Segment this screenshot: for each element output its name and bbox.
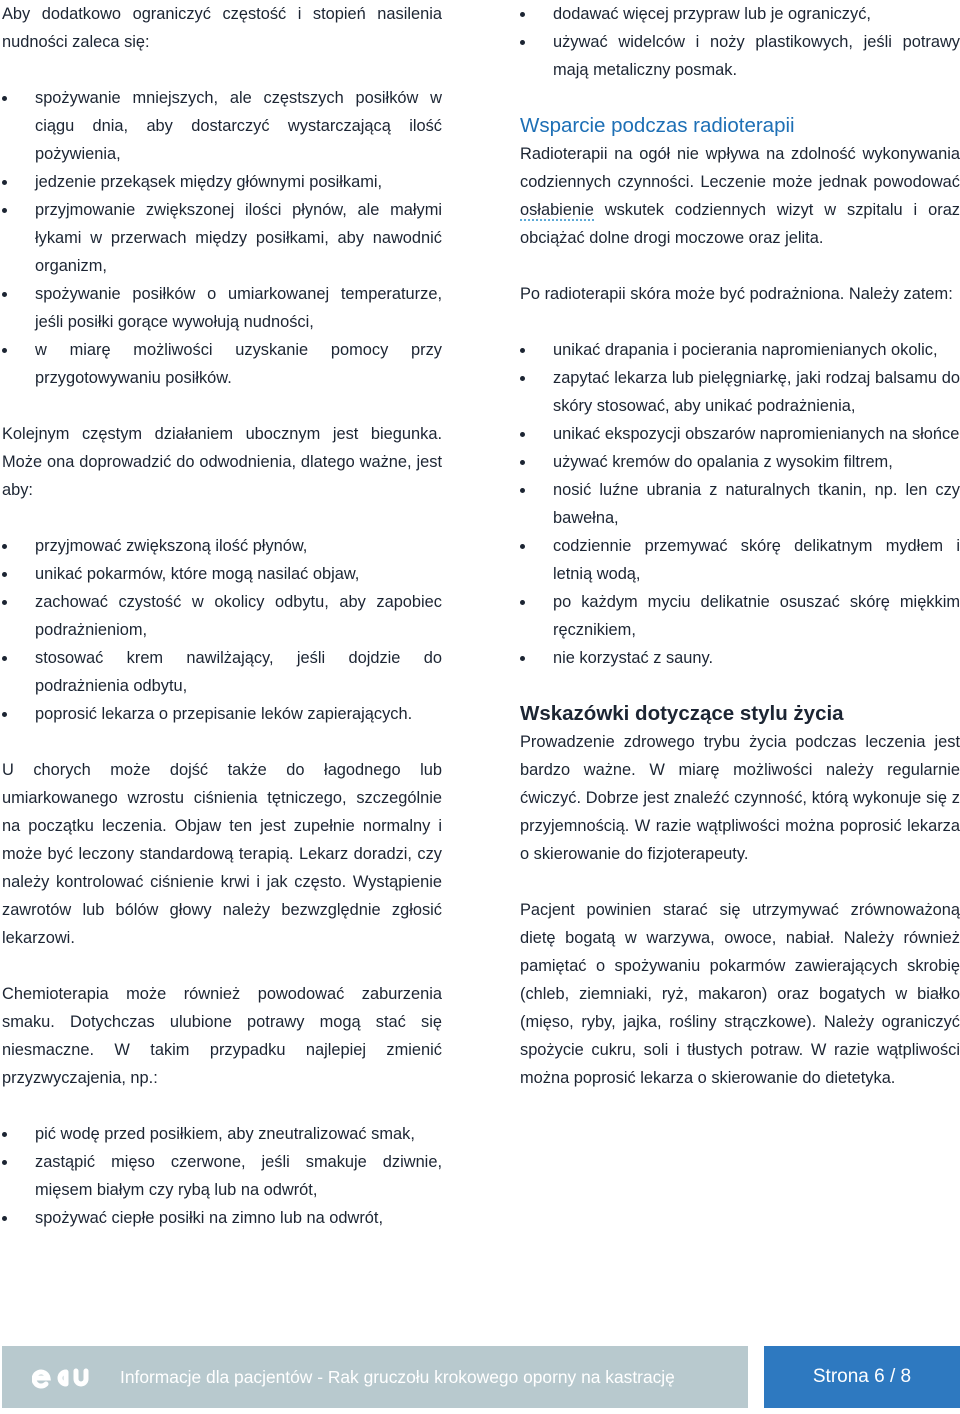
eau-logo-icon — [32, 1360, 92, 1394]
diarrhea-intro: Kolejnym częstym działaniem ubocznym jest biegunka. Może ona doprowadzić do odwodnienia, dlatego ważne, jest aby: — [2, 425, 442, 499]
footer-bar — [2, 1346, 748, 1408]
list-item: zachować czystość w okolicy odbytu, aby zapobiec podrażnieniom, — [2, 588, 442, 644]
nausea-tips-list — [2, 84, 442, 392]
list-item: spożywanie mniejszych, ale częstszych posiłków w ciągu dnia, aby dostarczyć wystarczającą ilość pożywienia, — [2, 84, 442, 168]
list-item: przyjmować zwiększoną ilość płynów, — [2, 532, 442, 560]
list-item: unikać pokarmów, które mogą nasilać objaw, — [2, 560, 442, 588]
page-number: Strona 6 / 8 — [764, 1346, 960, 1408]
left-column — [2, 0, 442, 1232]
diet-paragraph: Pacjent powinien starać się utrzymywać zrównoważoną dietę bogatą w warzywa, owoce, nabiał. Należy również pamiętać o spożywaniu pokarmów zawierających skrobię (chleb, ziemniaki, ryż, makaron) oraz bogatych w białko (mięso, ryby, jajka, rośliny strączkowe). Należy ograniczyć spożycie cukru, soli i tłustych potraw. W razie wątpliwości można poprosić lekarza o skierowanie do dietetyka. — [520, 901, 960, 1087]
list-item: spożywać ciepłe posiłki na zimno lub na odwrót, — [2, 1204, 442, 1232]
list-item: unikać drapania i pocierania napromienianych okolic, — [520, 336, 960, 364]
glossary-term-link[interactable]: osłabienie — [520, 201, 594, 219]
list-item: stosować krem nawilżający, jeśli dojdzie do podrażnienia odbytu, — [2, 644, 442, 700]
list-item: zapytać lekarza lub pielęgniarkę, jaki rodzaj balsamu do skóry stosować, aby unikać podrażnienia, — [520, 364, 960, 420]
list-item: spożywanie posiłków o umiarkowanej temperaturze, jeśli posiłki gorące wywołują nudności, — [2, 280, 442, 336]
radiotherapy-paragraph — [520, 140, 960, 252]
diarrhea-tips-list — [2, 532, 442, 728]
radiotherapy-heading: Wsparcie podczas radioterapii — [520, 114, 795, 137]
list-item: w miarę możliwości uzyskanie pomocy przy przygotowywaniu posiłków. — [2, 336, 442, 392]
list-item: używać widelców i noży plastikowych, jeśli potrawy mają metaliczny posmak. — [520, 28, 960, 84]
blood-pressure-paragraph: U chorych może dojść także do łagodnego lub umiarkowanego wzrostu ciśnienia tętniczego, szczególnie na początku leczenia. Objaw ten jest zupełnie normalny i może być leczony standardową terapią. Lekarz doradzi, czy należy kontrolować ciśnienie krwi i jak często. Wystąpienie zawrotów lub bólów głowy należy bezwzględnie zgłosić lekarzowi. — [2, 761, 442, 947]
list-item: poprosić lekarza o przepisanie leków zapierających. — [2, 700, 442, 728]
list-item: unikać ekspozycji obszarów napromienianych na słońce — [520, 420, 960, 448]
list-item: przyjmowanie zwiększonej ilości płynów, ale małymi łykami w przerwach między posiłkami, aby nawodnić organizm, — [2, 196, 442, 280]
list-item: używać kremów do opalania z wysokim filtrem, — [520, 448, 960, 476]
page-footer — [0, 1346, 960, 1408]
skin-care-list — [520, 336, 960, 672]
list-item: po każdym myciu delikatnie osuszać skórę miękkim ręcznikiem, — [520, 588, 960, 644]
lifestyle-paragraph: Prowadzenie zdrowego trybu życia podczas leczenia jest bardzo ważne. W miarę możliwości należy regularnie ćwiczyć. Dobrze jest znaleźć czynność, którą wykonuje się z przyjemnością. W razie wątpliwości można poprosić lekarza o skierowanie do fizjoterapeuty. — [520, 733, 960, 863]
list-item: nie korzystać z sauny. — [520, 644, 960, 672]
list-item: dodawać więcej przypraw lub je ograniczyć, — [520, 0, 960, 28]
list-item: pić wodę przed posiłkiem, aby zneutralizować smak, — [2, 1120, 442, 1148]
footer-title: Informacje dla pacjentów - Rak gruczołu krokowego oporny na kastrację — [120, 1367, 675, 1387]
skin-intro: Po radioterapii skóra może być podrażniona. Należy zatem: — [520, 285, 953, 303]
nausea-intro: Aby dodatkowo ograniczyć częstość i stopień nasilenia nudności zaleca się: — [2, 5, 442, 51]
taste-tips-list-continued — [520, 0, 960, 84]
list-item: jedzenie przekąsek między głównymi posiłkami, — [2, 168, 442, 196]
radiotherapy-text-start: Radioterapii na ogół nie wpływa na zdolność wykonywania codziennych czynności. Leczenie może jednak powodować — [520, 145, 960, 191]
radiotherapy-text-end: wskutek codziennych wizyt w szpitalu i oraz obciążać dolne drogi moczowe oraz jelita. — [520, 201, 960, 247]
taste-paragraph: Chemioterapia może również powodować zaburzenia smaku. Dotychczas ulubione potrawy mogą stać się niesmaczne. W takim przypadku najlepiej zmienić przyzwyczajenia, np.: — [2, 985, 442, 1087]
list-item: codziennie przemywać skórę delikatnym mydłem i letnią wodą, — [520, 532, 960, 588]
taste-tips-list — [2, 1120, 442, 1232]
list-item: nosić luźne ubrania z naturalnych tkanin, np. len czy bawełna, — [520, 476, 960, 532]
right-column — [520, 0, 960, 1092]
list-item: zastąpić mięso czerwone, jeśli smakuje dziwnie, mięsem białym czy rybą lub na odwrót, — [2, 1148, 442, 1204]
lifestyle-heading: Wskazówki dotyczące stylu życia — [520, 702, 844, 725]
